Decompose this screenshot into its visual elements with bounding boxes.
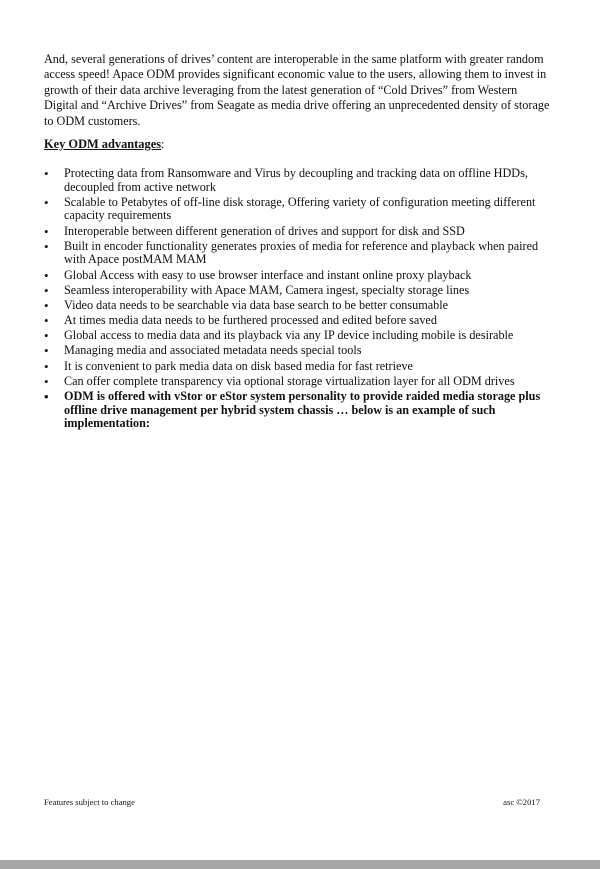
bullet-icon: • <box>44 297 49 313</box>
bullet-icon: • <box>44 343 49 359</box>
footer-disclaimer: Features subject to change <box>44 797 135 807</box>
footer-copyright: asc ©2017 <box>503 797 540 807</box>
list-item <box>44 314 544 328</box>
list-item <box>44 329 544 343</box>
list-item <box>44 284 544 298</box>
section-heading <box>44 137 164 152</box>
bullet-icon: • <box>44 267 49 283</box>
list-item <box>44 196 544 223</box>
section-heading-colon: : <box>161 137 165 151</box>
page-bottom-divider <box>0 860 600 869</box>
bullet-icon: • <box>44 282 49 298</box>
bullet-icon: • <box>44 373 49 389</box>
list-item-text: Video data needs to be searchable via data base search to be better consumable <box>64 297 449 312</box>
bullet-icon: • <box>44 223 49 239</box>
list-item-text: At times media data needs to be furthered processed and edited before saved <box>64 313 437 328</box>
list-item <box>44 299 544 313</box>
bullet-icon: • <box>44 328 49 344</box>
list-item-highlight <box>44 390 544 431</box>
list-item <box>44 269 544 283</box>
list-item-text: Can offer complete transparency via optional storage virtualization layer for all ODM drives <box>64 373 515 388</box>
list-item-text: Global access to media data and its playback via any IP device including mobile is desirable <box>64 328 514 343</box>
list-item-text: Scalable to Petabytes of off-line disk storage, Offering variety of configuration meeting different capacity requirements <box>64 194 536 223</box>
list-item <box>44 240 544 267</box>
list-item <box>44 344 544 358</box>
list-item <box>44 225 544 239</box>
list-item <box>44 375 544 389</box>
list-item-text: Managing media and associated metadata needs special tools <box>64 343 362 358</box>
advantages-list <box>44 167 544 432</box>
list-item <box>44 167 544 194</box>
list-item <box>44 360 544 374</box>
bullet-icon: • <box>44 238 49 254</box>
list-item-text: It is convenient to park media data on disk based media for fast retrieve <box>64 358 413 373</box>
intro-paragraph: And, several generations of drives’ content are interoperable in the same platform with greater random access speed! Apace ODM provides significant economic value to the users, allowing them to invest in growth of their data archive leveraging from the latest generation of “Cold Drives” from Western Digital and “Archive Drives” from Seagate as media drive offering an unprecedented density of storage to ODM customers. <box>44 52 550 128</box>
list-item-text: Interoperable between different generation of drives and support for disk and SSD <box>64 223 465 238</box>
bullet-icon: • <box>44 313 49 329</box>
bullet-icon: • <box>44 358 49 374</box>
bullet-icon: • <box>44 194 49 210</box>
list-item-text: ODM is offered with vStor or eStor system personality to provide raided media storage plus offline drive management per hybrid system chassis … below is an example of such implementation: <box>64 389 541 431</box>
bullet-icon: • <box>44 166 49 181</box>
list-item-text: Seamless interoperability with Apace MAM, Camera ingest, specialty storage lines <box>64 282 470 297</box>
bullet-icon: • <box>44 389 49 405</box>
list-item-text: Global Access with easy to use browser interface and instant online proxy playback <box>64 267 472 282</box>
list-item-text: Protecting data from Ransomware and Virus by decoupling and tracking data on offline HDDs, decoupled from active network <box>64 166 528 194</box>
section-heading-label: Key ODM advantages <box>44 137 162 151</box>
list-item-text: Built in encoder functionality generates proxies of media for reference and playback when paired with Apace postMAM MAM <box>64 238 539 267</box>
